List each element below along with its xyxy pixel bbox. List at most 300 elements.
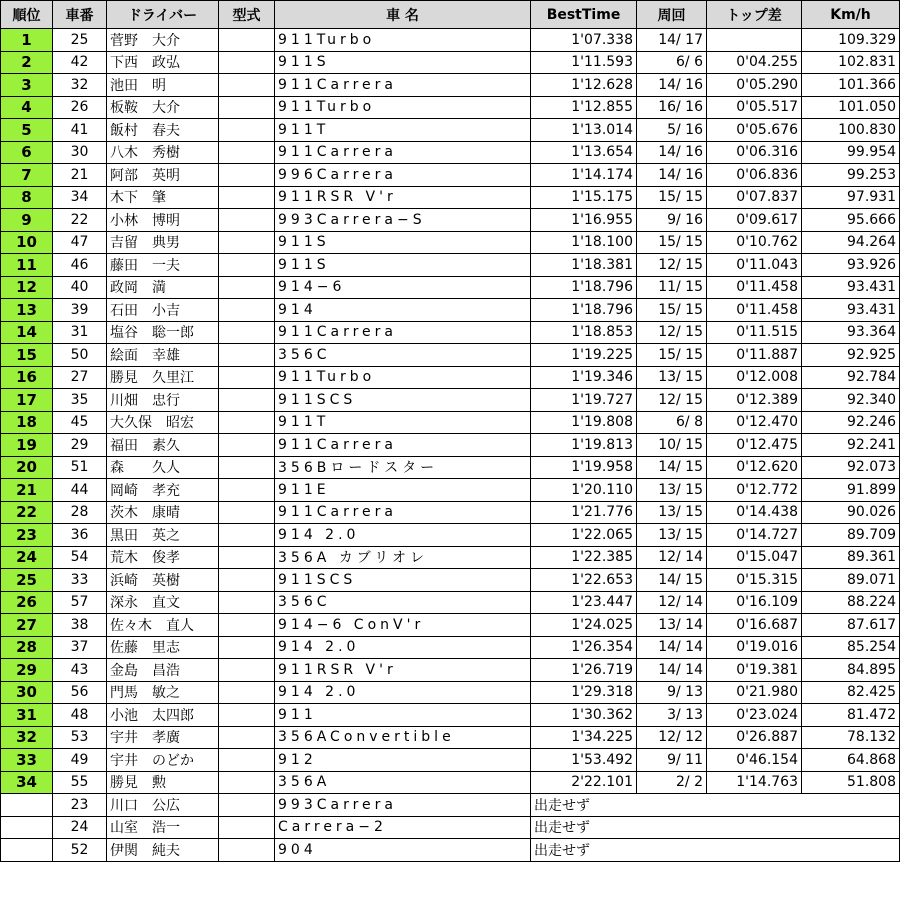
car-number-cell: 27: [53, 366, 107, 389]
car-name-cell: 914 2.0: [275, 636, 531, 659]
driver-cell: 門馬 敏之: [107, 681, 219, 704]
laps-cell: 12/ 15: [637, 321, 707, 344]
position-cell: 2: [1, 51, 53, 74]
model-type-cell: [219, 96, 275, 119]
speed-cell: 89.709: [802, 524, 900, 547]
laps-cell: 14/ 15: [637, 569, 707, 592]
speed-cell: 87.617: [802, 614, 900, 637]
laps-cell: 12/ 14: [637, 546, 707, 569]
gap-cell: 0'16.687: [707, 614, 802, 637]
table-row: [1, 704, 900, 727]
car-name-cell: 914−6 ConV'r: [275, 614, 531, 637]
position-cell: 20: [1, 456, 53, 479]
model-type-cell: [219, 501, 275, 524]
driver-cell: 荒木 俊孝: [107, 546, 219, 569]
gap-cell: 1'14.763: [707, 771, 802, 794]
gap-cell: 0'16.109: [707, 591, 802, 614]
car-name-cell: 911T: [275, 119, 531, 142]
car-number-cell: 37: [53, 636, 107, 659]
car-number-cell: 39: [53, 299, 107, 322]
car-number-cell: 48: [53, 704, 107, 727]
position-cell: 11: [1, 254, 53, 277]
header-laps: 周回: [637, 1, 707, 29]
car-name-cell: 914 2.0: [275, 681, 531, 704]
gap-cell: 0'12.475: [707, 434, 802, 457]
gap-cell: 0'09.617: [707, 209, 802, 232]
model-type-cell: [219, 749, 275, 772]
car-number-cell: 52: [53, 839, 107, 862]
speed-cell: 100.830: [802, 119, 900, 142]
speed-cell: 81.472: [802, 704, 900, 727]
best-time-cell: 1'22.385: [531, 546, 637, 569]
speed-cell: 93.431: [802, 276, 900, 299]
gap-cell: 0'15.047: [707, 546, 802, 569]
table-row: [1, 591, 900, 614]
car-number-cell: 44: [53, 479, 107, 502]
gap-cell: 0'14.438: [707, 501, 802, 524]
gap-cell: 0'11.515: [707, 321, 802, 344]
car-number-cell: 56: [53, 681, 107, 704]
gap-cell: 0'05.290: [707, 74, 802, 97]
position-cell: 25: [1, 569, 53, 592]
car-number-cell: 25: [53, 29, 107, 52]
driver-cell: 山室 浩一: [107, 816, 219, 839]
results-body: [1, 29, 900, 862]
table-row: [1, 164, 900, 187]
table-row: [1, 434, 900, 457]
best-time-cell: 1'19.225: [531, 344, 637, 367]
laps-cell: 14/ 15: [637, 456, 707, 479]
gap-cell: 0'19.016: [707, 636, 802, 659]
speed-cell: 92.925: [802, 344, 900, 367]
model-type-cell: [219, 141, 275, 164]
model-type-cell: [219, 816, 275, 839]
laps-cell: 13/ 15: [637, 366, 707, 389]
model-type-cell: [219, 569, 275, 592]
best-time-cell: 1'22.065: [531, 524, 637, 547]
gap-cell: 0'23.024: [707, 704, 802, 727]
position-cell: 5: [1, 119, 53, 142]
car-number-cell: 53: [53, 726, 107, 749]
car-name-cell: 911Carrera: [275, 434, 531, 457]
driver-cell: 八木 秀樹: [107, 141, 219, 164]
position-cell: 3: [1, 74, 53, 97]
car-number-cell: 49: [53, 749, 107, 772]
model-type-cell: [219, 681, 275, 704]
gap-cell: 0'12.389: [707, 389, 802, 412]
car-number-cell: 42: [53, 51, 107, 74]
driver-cell: 菅野 大介: [107, 29, 219, 52]
speed-cell: 88.224: [802, 591, 900, 614]
car-name-cell: 914: [275, 299, 531, 322]
table-row: [1, 456, 900, 479]
model-type-cell: [219, 51, 275, 74]
speed-cell: 92.246: [802, 411, 900, 434]
car-name-cell: 911SCS: [275, 569, 531, 592]
laps-cell: 9/ 13: [637, 681, 707, 704]
position-cell: 14: [1, 321, 53, 344]
model-type-cell: [219, 771, 275, 794]
header-row: [1, 1, 900, 29]
car-number-cell: 21: [53, 164, 107, 187]
table-row: [1, 524, 900, 547]
best-time-cell: 1'18.796: [531, 299, 637, 322]
car-name-cell: 993Carrera: [275, 794, 531, 817]
speed-cell: 92.241: [802, 434, 900, 457]
speed-cell: 109.329: [802, 29, 900, 52]
model-type-cell: [219, 546, 275, 569]
model-type-cell: [219, 726, 275, 749]
gap-cell: 0'46.154: [707, 749, 802, 772]
driver-cell: 阿部 英明: [107, 164, 219, 187]
table-row: [1, 254, 900, 277]
laps-cell: 13/ 15: [637, 479, 707, 502]
driver-cell: 吉留 典男: [107, 231, 219, 254]
laps-cell: 15/ 15: [637, 344, 707, 367]
car-number-cell: 28: [53, 501, 107, 524]
position-cell-empty: [1, 839, 53, 862]
header-position: 順位: [1, 1, 53, 29]
model-type-cell: [219, 254, 275, 277]
position-cell: 22: [1, 501, 53, 524]
speed-cell: 89.361: [802, 546, 900, 569]
status-cell: 出走せず: [531, 816, 900, 839]
laps-cell: 2/ 2: [637, 771, 707, 794]
table-row: [1, 276, 900, 299]
table-row: [1, 614, 900, 637]
table-row: [1, 209, 900, 232]
gap-cell: 0'19.381: [707, 659, 802, 682]
driver-cell: 浜崎 英樹: [107, 569, 219, 592]
table-row: [1, 771, 900, 794]
best-time-cell: 1'19.958: [531, 456, 637, 479]
car-number-cell: 55: [53, 771, 107, 794]
table-row: [1, 366, 900, 389]
best-time-cell: 1'19.813: [531, 434, 637, 457]
car-name-cell: 911Carrera: [275, 501, 531, 524]
model-type-cell: [219, 839, 275, 862]
header-car-number: 車番: [53, 1, 107, 29]
position-cell: 1: [1, 29, 53, 52]
status-cell: 出走せず: [531, 794, 900, 817]
table-row: [1, 119, 900, 142]
car-number-cell: 54: [53, 546, 107, 569]
car-name-cell: 904: [275, 839, 531, 862]
table-row: [1, 479, 900, 502]
laps-cell: 12/ 15: [637, 389, 707, 412]
laps-cell: 13/ 15: [637, 524, 707, 547]
laps-cell: 9/ 16: [637, 209, 707, 232]
laps-cell: 12/ 12: [637, 726, 707, 749]
car-number-cell: 23: [53, 794, 107, 817]
speed-cell: 101.366: [802, 74, 900, 97]
speed-cell: 92.073: [802, 456, 900, 479]
driver-cell: 塩谷 聡一郎: [107, 321, 219, 344]
car-name-cell: 911E: [275, 479, 531, 502]
car-number-cell: 57: [53, 591, 107, 614]
position-cell: 18: [1, 411, 53, 434]
model-type-cell: [219, 209, 275, 232]
car-name-cell: 911Turbo: [275, 96, 531, 119]
car-name-cell: 914−6: [275, 276, 531, 299]
laps-cell: 6/ 6: [637, 51, 707, 74]
position-cell: 33: [1, 749, 53, 772]
driver-cell: 石田 小吉: [107, 299, 219, 322]
model-type-cell: [219, 321, 275, 344]
position-cell: 31: [1, 704, 53, 727]
laps-cell: 15/ 15: [637, 299, 707, 322]
table-row: [1, 681, 900, 704]
gap-cell: 0'14.727: [707, 524, 802, 547]
best-time-cell: 1'26.354: [531, 636, 637, 659]
gap-cell: [707, 29, 802, 52]
driver-cell: 木下 肇: [107, 186, 219, 209]
model-type-cell: [219, 434, 275, 457]
model-type-cell: [219, 704, 275, 727]
table-row: [1, 29, 900, 52]
best-time-cell: 1'18.381: [531, 254, 637, 277]
driver-cell: 深永 直文: [107, 591, 219, 614]
speed-cell: 94.264: [802, 231, 900, 254]
status-cell: 出走せず: [531, 839, 900, 862]
speed-cell: 92.784: [802, 366, 900, 389]
best-time-cell: 1'53.492: [531, 749, 637, 772]
header-driver: ドライバー: [107, 1, 219, 29]
car-name-cell: 911SCS: [275, 389, 531, 412]
speed-cell: 78.132: [802, 726, 900, 749]
car-number-cell: 45: [53, 411, 107, 434]
laps-cell: 5/ 16: [637, 119, 707, 142]
best-time-cell: 1'19.808: [531, 411, 637, 434]
model-type-cell: [219, 411, 275, 434]
header-gap: トップ差: [707, 1, 802, 29]
position-cell: 12: [1, 276, 53, 299]
dns-row: [1, 816, 900, 839]
laps-cell: 15/ 15: [637, 186, 707, 209]
car-number-cell: 33: [53, 569, 107, 592]
gap-cell: 0'15.315: [707, 569, 802, 592]
header-car-name: 車 名: [275, 1, 531, 29]
table-row: [1, 186, 900, 209]
position-cell: 13: [1, 299, 53, 322]
table-row: [1, 321, 900, 344]
speed-cell: 95.666: [802, 209, 900, 232]
driver-cell: 森 久人: [107, 456, 219, 479]
car-number-cell: 30: [53, 141, 107, 164]
car-number-cell: 32: [53, 74, 107, 97]
laps-cell: 16/ 16: [637, 96, 707, 119]
position-cell: 26: [1, 591, 53, 614]
car-name-cell: 912: [275, 749, 531, 772]
best-time-cell: 1'11.593: [531, 51, 637, 74]
best-time-cell: 1'18.796: [531, 276, 637, 299]
position-cell-empty: [1, 816, 53, 839]
speed-cell: 51.808: [802, 771, 900, 794]
car-number-cell: 40: [53, 276, 107, 299]
position-cell: 21: [1, 479, 53, 502]
speed-cell: 89.071: [802, 569, 900, 592]
gap-cell: 0'11.887: [707, 344, 802, 367]
speed-cell: 85.254: [802, 636, 900, 659]
driver-cell: 茨木 康晴: [107, 501, 219, 524]
car-number-cell: 51: [53, 456, 107, 479]
table-row: [1, 231, 900, 254]
best-time-cell: 1'23.447: [531, 591, 637, 614]
position-cell: 30: [1, 681, 53, 704]
laps-cell: 12/ 15: [637, 254, 707, 277]
speed-cell: 92.340: [802, 389, 900, 412]
best-time-cell: 1'15.175: [531, 186, 637, 209]
table-row: [1, 569, 900, 592]
model-type-cell: [219, 29, 275, 52]
car-number-cell: 29: [53, 434, 107, 457]
table-row: [1, 299, 900, 322]
best-time-cell: 1'20.110: [531, 479, 637, 502]
laps-cell: 13/ 14: [637, 614, 707, 637]
driver-cell: 政岡 満: [107, 276, 219, 299]
driver-cell: 飯村 春夫: [107, 119, 219, 142]
table-row: [1, 74, 900, 97]
gap-cell: 0'21.980: [707, 681, 802, 704]
car-name-cell: 993Carrera−S: [275, 209, 531, 232]
gap-cell: 0'06.316: [707, 141, 802, 164]
model-type-cell: [219, 344, 275, 367]
position-cell: 27: [1, 614, 53, 637]
model-type-cell: [219, 524, 275, 547]
speed-cell: 99.253: [802, 164, 900, 187]
position-cell: 32: [1, 726, 53, 749]
table-row: [1, 546, 900, 569]
speed-cell: 97.931: [802, 186, 900, 209]
best-time-cell: 1'18.853: [531, 321, 637, 344]
position-cell: 17: [1, 389, 53, 412]
car-number-cell: 38: [53, 614, 107, 637]
car-name-cell: 911Turbo: [275, 366, 531, 389]
laps-cell: 9/ 11: [637, 749, 707, 772]
driver-cell: 絵面 幸雄: [107, 344, 219, 367]
best-time-cell: 1'07.338: [531, 29, 637, 52]
table-row: [1, 726, 900, 749]
driver-cell: 福田 素久: [107, 434, 219, 457]
car-name-cell: 356C: [275, 344, 531, 367]
table-row: [1, 96, 900, 119]
driver-cell: 勝見 久里江: [107, 366, 219, 389]
speed-cell: 93.364: [802, 321, 900, 344]
gap-cell: 0'05.517: [707, 96, 802, 119]
table-row: [1, 141, 900, 164]
speed-cell: 91.899: [802, 479, 900, 502]
table-row: [1, 636, 900, 659]
laps-cell: 14/ 16: [637, 74, 707, 97]
model-type-cell: [219, 119, 275, 142]
best-time-cell: 1'12.855: [531, 96, 637, 119]
speed-cell: 102.831: [802, 51, 900, 74]
car-number-cell: 41: [53, 119, 107, 142]
car-name-cell: 356AConvertible: [275, 726, 531, 749]
gap-cell: 0'04.255: [707, 51, 802, 74]
best-time-cell: 1'22.653: [531, 569, 637, 592]
driver-cell: 小池 太四郎: [107, 704, 219, 727]
gap-cell: 0'11.043: [707, 254, 802, 277]
laps-cell: 14/ 17: [637, 29, 707, 52]
table-row: [1, 501, 900, 524]
gap-cell: 0'06.836: [707, 164, 802, 187]
speed-cell: 90.026: [802, 501, 900, 524]
gap-cell: 0'07.837: [707, 186, 802, 209]
position-cell: 9: [1, 209, 53, 232]
laps-cell: 3/ 13: [637, 704, 707, 727]
laps-cell: 11/ 15: [637, 276, 707, 299]
car-name-cell: 911S: [275, 254, 531, 277]
car-name-cell: 996Carrera: [275, 164, 531, 187]
model-type-cell: [219, 636, 275, 659]
position-cell: 19: [1, 434, 53, 457]
best-time-cell: 2'22.101: [531, 771, 637, 794]
driver-cell: 金島 昌浩: [107, 659, 219, 682]
car-name-cell: 911RSR V'r: [275, 659, 531, 682]
best-time-cell: 1'34.225: [531, 726, 637, 749]
laps-cell: 14/ 14: [637, 659, 707, 682]
model-type-cell: [219, 164, 275, 187]
driver-cell: 黒田 英之: [107, 524, 219, 547]
model-type-cell: [219, 456, 275, 479]
position-cell: 34: [1, 771, 53, 794]
position-cell: 10: [1, 231, 53, 254]
laps-cell: 12/ 14: [637, 591, 707, 614]
driver-cell: 伊関 純夫: [107, 839, 219, 862]
car-name-cell: 356C: [275, 591, 531, 614]
driver-cell: 宇井 のどか: [107, 749, 219, 772]
header-model-type: 型式: [219, 1, 275, 29]
header-speed: Km/h: [802, 1, 900, 29]
car-name-cell: 911Turbo: [275, 29, 531, 52]
car-number-cell: 34: [53, 186, 107, 209]
gap-cell: 0'12.620: [707, 456, 802, 479]
table-row: [1, 749, 900, 772]
gap-cell: 0'11.458: [707, 276, 802, 299]
car-name-cell: 911RSR V'r: [275, 186, 531, 209]
gap-cell: 0'10.762: [707, 231, 802, 254]
laps-cell: 14/ 16: [637, 164, 707, 187]
position-cell: 24: [1, 546, 53, 569]
car-name-cell: 911: [275, 704, 531, 727]
speed-cell: 99.954: [802, 141, 900, 164]
car-name-cell: 911T: [275, 411, 531, 434]
speed-cell: 82.425: [802, 681, 900, 704]
model-type-cell: [219, 659, 275, 682]
driver-cell: 勝見 勲: [107, 771, 219, 794]
model-type-cell: [219, 231, 275, 254]
speed-cell: 93.926: [802, 254, 900, 277]
dns-row: [1, 794, 900, 817]
position-cell: 6: [1, 141, 53, 164]
speed-cell: 93.431: [802, 299, 900, 322]
driver-cell: 岡崎 孝充: [107, 479, 219, 502]
best-time-cell: 1'24.025: [531, 614, 637, 637]
gap-cell: 0'12.008: [707, 366, 802, 389]
driver-cell: 宇井 孝廣: [107, 726, 219, 749]
best-time-cell: 1'30.362: [531, 704, 637, 727]
driver-cell: 池田 明: [107, 74, 219, 97]
laps-cell: 15/ 15: [637, 231, 707, 254]
table-row: [1, 389, 900, 412]
speed-cell: 101.050: [802, 96, 900, 119]
car-name-cell: 356A カブリオレ: [275, 546, 531, 569]
model-type-cell: [219, 276, 275, 299]
car-name-cell: 914 2.0: [275, 524, 531, 547]
car-number-cell: 31: [53, 321, 107, 344]
best-time-cell: 1'13.014: [531, 119, 637, 142]
